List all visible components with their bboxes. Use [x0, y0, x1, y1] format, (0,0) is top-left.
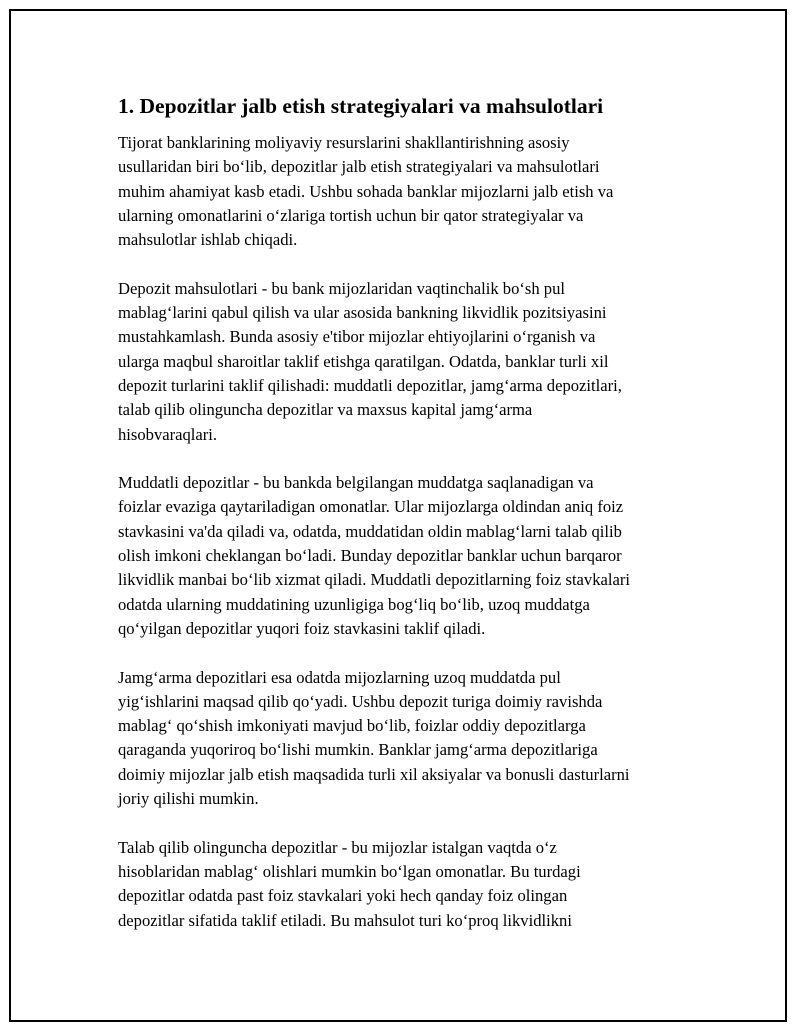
paragraph — [118, 836, 690, 933]
paragraph — [118, 277, 690, 447]
section-heading: 1. Depozitlar jalb etish strategiyalari va mahsulotlari — [118, 94, 604, 118]
text-line: yig‘ishlarini maqsad qilib qo‘yadi. Ushbu depozit turiga doimiy ravishda — [118, 691, 603, 711]
text-line: olish imkoni cheklangan bo‘ladi. Bunday depozitlar banklar uchun barqaror — [118, 546, 622, 566]
text-line: usullaridan biri bo‘lib, depozitlar jalb etish strategiyalari va mahsulotlari — [118, 157, 600, 177]
text-line: muhim ahamiyat kasb etadi. Ushbu sohada banklar mijozlarni jalb etish va — [118, 181, 614, 201]
text-line: Muddatli depozitlar - bu bankda belgilangan muddatga saqlanadigan va — [118, 473, 594, 493]
text-line: depozit turlarini taklif qilishadi: muddatli depozitlar, jamg‘arma depozitlari, — [118, 375, 622, 395]
text-line: Tijorat banklarining moliyaviy resurslarini shakllantirishning asosiy — [118, 133, 570, 152]
paragraph — [118, 471, 690, 641]
text-line: Depozit mahsulotlari - bu bank mijozlaridan vaqtinchalik bo‘sh pul — [118, 278, 566, 298]
document-body — [118, 92, 690, 957]
text-line: joriy qilishi mumkin. — [118, 789, 259, 809]
text-line: mablag‘larini qabul qilish va ular asosida bankning likvidlik pozitsiyasini — [118, 303, 607, 323]
text-line: foizlar evaziga qaytariladigan omonatlar. Ular mijozlarga oldindan aniq foiz — [118, 497, 624, 517]
text-line: mablag‘ qo‘shish imkoniyati mavjud bo‘lib, foizlar oddiy depozitlarga — [118, 716, 586, 736]
text-line: ularning omonatlarini o‘zlariga tortish uchun bir qator strategiyalar va — [118, 205, 584, 225]
text-line: Talab qilib olinguncha depozitlar - bu mijozlar istalgan vaqtda o‘z — [118, 837, 557, 857]
text-line: likvidlik manbai bo‘lib xizmat qiladi. Muddatli depozitlarning foiz stavkalari — [118, 570, 630, 590]
text-line: qaraganda yuqoriroq bo‘lishi mumkin. Banklar jamg‘arma depozitlariga — [118, 740, 598, 760]
text-line: mahsulotlar ishlab chiqadi. — [118, 230, 298, 250]
text-line: depozitlar sifatida taklif etiladi. Bu mahsulot turi ko‘proq likvidlikni — [118, 910, 572, 930]
text-line: depozitlar odatda past foiz stavkalari yoki hech qanday foiz olingan — [118, 886, 568, 906]
text-line: talab qilib olinguncha depozitlar va maxsus kapital jamg‘arma — [118, 400, 533, 420]
text-line: hisobvaraqlari. — [118, 424, 218, 444]
text-line: odatda ularning muddatining uzunligiga bog‘liq bo‘lib, uzoq muddatga — [118, 594, 590, 614]
text-line: mustahkamlash. Bunda asosiy e'tibor mijozlar ehtiyojlarini o‘rganish va — [118, 327, 596, 347]
paragraph — [118, 666, 690, 812]
text-line: stavkasini va'da qiladi va, odatda, muddatidan oldin mablag‘larni talab qilib — [118, 521, 622, 541]
text-line: Jamg‘arma depozitlari esa odatda mijozlarning uzoq muddatda pul — [118, 667, 561, 687]
paragraph — [118, 131, 690, 252]
text-line: ularga maqbul sharoitlar taklif etishga qaratilgan. Odatda, banklar turli xil — [118, 351, 609, 371]
paragraph-list — [118, 131, 690, 933]
text-line: doimiy mijozlar jalb etish maqsadida turli xil aksiyalar va bonusli dasturlarni — [118, 764, 630, 784]
text-line: hisoblaridan mablag‘ olishlari mumkin bo‘lgan omonatlar. Bu turdagi — [118, 861, 581, 881]
text-line: qo‘yilgan depozitlar yuqori foiz stavkasini taklif qiladi. — [118, 618, 486, 638]
